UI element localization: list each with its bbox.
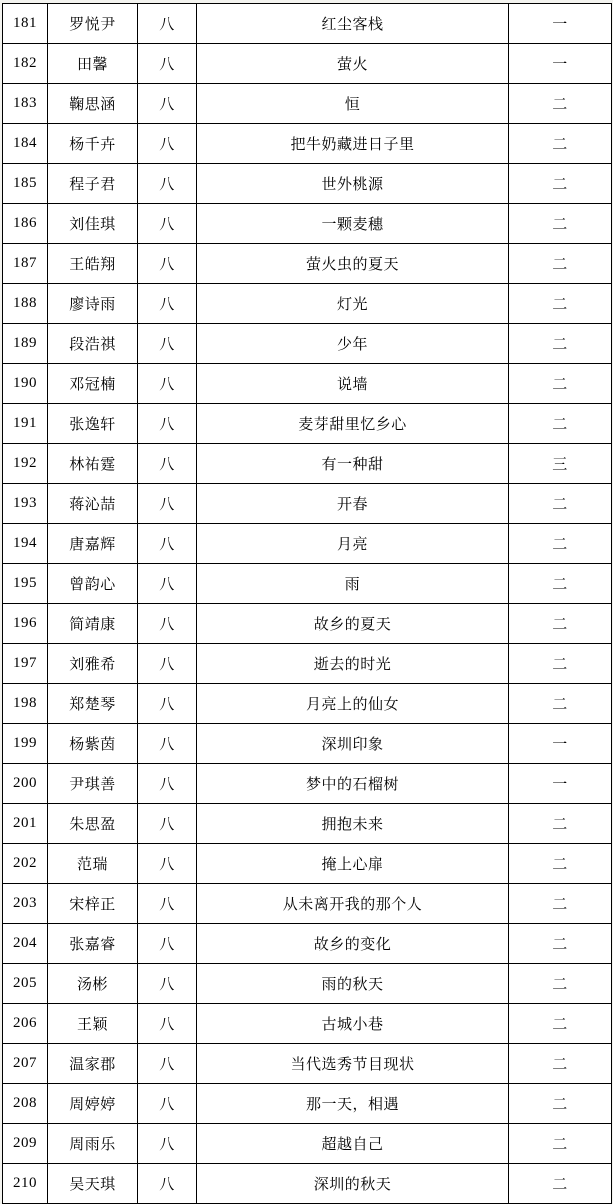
title-cell: 雨: [197, 564, 509, 604]
name-cell: 段浩祺: [48, 324, 138, 364]
award-cell: 二: [509, 684, 612, 724]
grade-cell: 八: [138, 44, 197, 84]
grade-cell: 八: [138, 204, 197, 244]
award-cell: 一: [509, 764, 612, 804]
grade-cell: 八: [138, 724, 197, 764]
title-cell: 深圳印象: [197, 724, 509, 764]
title-cell: 超越自己: [197, 1124, 509, 1164]
table-row: [3, 404, 612, 444]
name-cell: 廖诗雨: [48, 284, 138, 324]
no-cell: 208: [3, 1084, 48, 1124]
no-cell: 207: [3, 1044, 48, 1084]
no-cell: 206: [3, 1004, 48, 1044]
table-row: [3, 324, 612, 364]
no-cell: 183: [3, 84, 48, 124]
table-row: [3, 364, 612, 404]
name-cell: 宋梓正: [48, 884, 138, 924]
title-cell: 拥抱未来: [197, 804, 509, 844]
table-row: [3, 564, 612, 604]
table-row: [3, 84, 612, 124]
no-cell: 182: [3, 44, 48, 84]
grade-cell: 八: [138, 1164, 197, 1204]
grade-cell: 八: [138, 764, 197, 804]
title-cell: 世外桃源: [197, 164, 509, 204]
name-cell: 张嘉睿: [48, 924, 138, 964]
no-cell: 197: [3, 644, 48, 684]
no-cell: 190: [3, 364, 48, 404]
title-cell: 故乡的变化: [197, 924, 509, 964]
no-cell: 181: [3, 4, 48, 44]
table-row: [3, 524, 612, 564]
no-cell: 191: [3, 404, 48, 444]
grade-cell: 八: [138, 1004, 197, 1044]
table-body: [3, 4, 612, 1204]
name-cell: 邓冠楠: [48, 364, 138, 404]
table-row: [3, 1084, 612, 1124]
title-cell: 雨的秋天: [197, 964, 509, 1004]
table-row: [3, 4, 612, 44]
grade-cell: 八: [138, 244, 197, 284]
award-cell: 一: [509, 44, 612, 84]
no-cell: 195: [3, 564, 48, 604]
name-cell: 王皓翔: [48, 244, 138, 284]
grade-cell: 八: [138, 284, 197, 324]
title-cell: 深圳的秋天: [197, 1164, 509, 1204]
no-cell: 189: [3, 324, 48, 364]
title-cell: 那一天，相遇: [197, 1084, 509, 1124]
title-cell: 说墙: [197, 364, 509, 404]
name-cell: 蒋沁喆: [48, 484, 138, 524]
award-cell: 二: [509, 324, 612, 364]
table-row: [3, 1004, 612, 1044]
title-cell: 掩上心扉: [197, 844, 509, 884]
no-cell: 186: [3, 204, 48, 244]
no-cell: 187: [3, 244, 48, 284]
grade-cell: 八: [138, 524, 197, 564]
name-cell: 汤彬: [48, 964, 138, 1004]
name-cell: 刘雅希: [48, 644, 138, 684]
title-cell: 有一种甜: [197, 444, 509, 484]
grade-cell: 八: [138, 1084, 197, 1124]
award-cell: 二: [509, 244, 612, 284]
title-cell: 灯光: [197, 284, 509, 324]
award-cell: 二: [509, 524, 612, 564]
name-cell: 周婷婷: [48, 1084, 138, 1124]
award-cell: 二: [509, 884, 612, 924]
table-row: [3, 244, 612, 284]
award-cell: 二: [509, 564, 612, 604]
table-row: [3, 644, 612, 684]
no-cell: 192: [3, 444, 48, 484]
name-cell: 鞠思涵: [48, 84, 138, 124]
award-cell: 二: [509, 644, 612, 684]
award-cell: 二: [509, 604, 612, 644]
table-row: [3, 884, 612, 924]
table-row: [3, 284, 612, 324]
grade-cell: 八: [138, 4, 197, 44]
title-cell: 把牛奶藏进日子里: [197, 124, 509, 164]
grade-cell: 八: [138, 964, 197, 1004]
title-cell: 少年: [197, 324, 509, 364]
table-row: [3, 724, 612, 764]
title-cell: 月亮: [197, 524, 509, 564]
table-row: [3, 844, 612, 884]
table-row: [3, 124, 612, 164]
title-cell: 梦中的石榴树: [197, 764, 509, 804]
award-cell: 二: [509, 964, 612, 1004]
award-cell: 二: [509, 1044, 612, 1084]
no-cell: 210: [3, 1164, 48, 1204]
no-cell: 203: [3, 884, 48, 924]
no-cell: 202: [3, 844, 48, 884]
title-cell: 红尘客栈: [197, 4, 509, 44]
title-cell: 恒: [197, 84, 509, 124]
grade-cell: 八: [138, 1044, 197, 1084]
award-cell: 二: [509, 164, 612, 204]
table-row: [3, 604, 612, 644]
title-cell: 从未离开我的那个人: [197, 884, 509, 924]
grade-cell: 八: [138, 844, 197, 884]
name-cell: 吴天琪: [48, 1164, 138, 1204]
table-row: [3, 964, 612, 1004]
award-cell: 二: [509, 364, 612, 404]
no-cell: 198: [3, 684, 48, 724]
name-cell: 朱思盈: [48, 804, 138, 844]
table-row: [3, 484, 612, 524]
no-cell: 188: [3, 284, 48, 324]
title-cell: 月亮上的仙女: [197, 684, 509, 724]
name-cell: 郑楚琴: [48, 684, 138, 724]
grade-cell: 八: [138, 924, 197, 964]
table-row: [3, 924, 612, 964]
table-row: [3, 1124, 612, 1164]
award-cell: 二: [509, 1004, 612, 1044]
table-row: [3, 204, 612, 244]
no-cell: 205: [3, 964, 48, 1004]
name-cell: 范瑞: [48, 844, 138, 884]
name-cell: 罗悦尹: [48, 4, 138, 44]
grade-cell: 八: [138, 364, 197, 404]
award-table: [2, 3, 612, 1204]
title-cell: 当代选秀节目现状: [197, 1044, 509, 1084]
grade-cell: 八: [138, 884, 197, 924]
name-cell: 杨千卉: [48, 124, 138, 164]
award-table-container: [2, 3, 612, 1204]
award-cell: 二: [509, 204, 612, 244]
table-row: [3, 684, 612, 724]
no-cell: 209: [3, 1124, 48, 1164]
grade-cell: 八: [138, 564, 197, 604]
name-cell: 曾韵心: [48, 564, 138, 604]
title-cell: 故乡的夏天: [197, 604, 509, 644]
award-cell: 一: [509, 724, 612, 764]
award-cell: 二: [509, 484, 612, 524]
grade-cell: 八: [138, 164, 197, 204]
table-row: [3, 44, 612, 84]
award-cell: 三: [509, 444, 612, 484]
grade-cell: 八: [138, 84, 197, 124]
grade-cell: 八: [138, 644, 197, 684]
table-row: [3, 1044, 612, 1084]
no-cell: 196: [3, 604, 48, 644]
grade-cell: 八: [138, 1124, 197, 1164]
name-cell: 唐嘉辉: [48, 524, 138, 564]
no-cell: 184: [3, 124, 48, 164]
grade-cell: 八: [138, 444, 197, 484]
award-cell: 二: [509, 1164, 612, 1204]
award-cell: 二: [509, 844, 612, 884]
no-cell: 204: [3, 924, 48, 964]
award-cell: 二: [509, 84, 612, 124]
grade-cell: 八: [138, 604, 197, 644]
grade-cell: 八: [138, 404, 197, 444]
title-cell: 逝去的时光: [197, 644, 509, 684]
grade-cell: 八: [138, 124, 197, 164]
no-cell: 193: [3, 484, 48, 524]
title-cell: 一颗麦穗: [197, 204, 509, 244]
no-cell: 194: [3, 524, 48, 564]
name-cell: 张逸轩: [48, 404, 138, 444]
name-cell: 杨紫茵: [48, 724, 138, 764]
table-row: [3, 764, 612, 804]
award-cell: 二: [509, 404, 612, 444]
table-row: [3, 1164, 612, 1204]
grade-cell: 八: [138, 484, 197, 524]
no-cell: 185: [3, 164, 48, 204]
award-cell: 二: [509, 924, 612, 964]
title-cell: 萤火: [197, 44, 509, 84]
table-row: [3, 804, 612, 844]
no-cell: 200: [3, 764, 48, 804]
no-cell: 201: [3, 804, 48, 844]
name-cell: 田馨: [48, 44, 138, 84]
award-cell: 二: [509, 1124, 612, 1164]
award-cell: 二: [509, 1084, 612, 1124]
name-cell: 刘佳琪: [48, 204, 138, 244]
name-cell: 简靖康: [48, 604, 138, 644]
table-row: [3, 444, 612, 484]
award-cell: 二: [509, 804, 612, 844]
award-cell: 二: [509, 284, 612, 324]
award-cell: 二: [509, 124, 612, 164]
grade-cell: 八: [138, 804, 197, 844]
grade-cell: 八: [138, 684, 197, 724]
name-cell: 林祐霆: [48, 444, 138, 484]
title-cell: 开春: [197, 484, 509, 524]
table-row: [3, 164, 612, 204]
title-cell: 古城小巷: [197, 1004, 509, 1044]
name-cell: 程子君: [48, 164, 138, 204]
name-cell: 温家郡: [48, 1044, 138, 1084]
name-cell: 王颖: [48, 1004, 138, 1044]
title-cell: 萤火虫的夏天: [197, 244, 509, 284]
award-cell: 一: [509, 4, 612, 44]
title-cell: 麦芽甜里忆乡心: [197, 404, 509, 444]
no-cell: 199: [3, 724, 48, 764]
name-cell: 周雨乐: [48, 1124, 138, 1164]
grade-cell: 八: [138, 324, 197, 364]
name-cell: 尹琪善: [48, 764, 138, 804]
